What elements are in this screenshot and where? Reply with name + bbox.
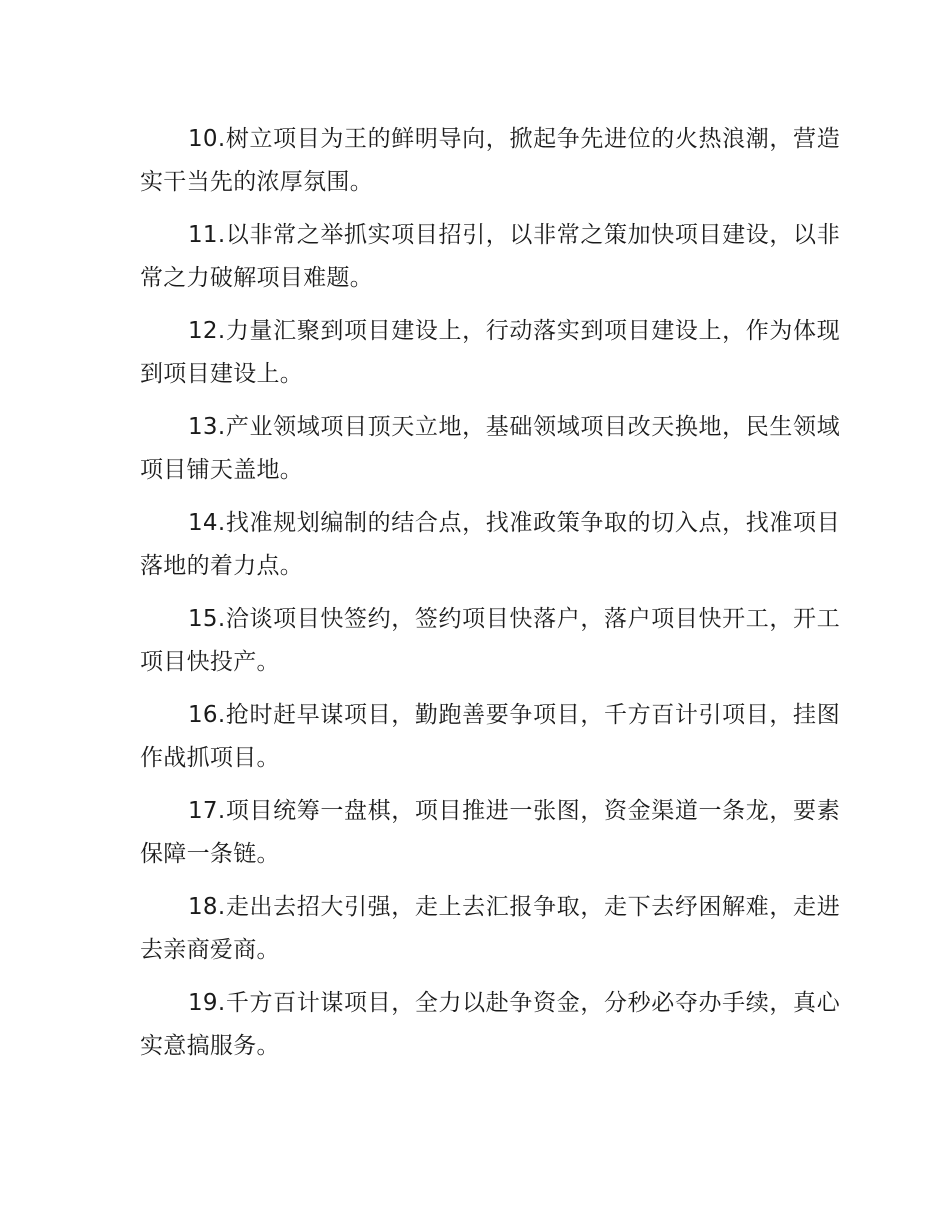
paragraph-12: 12.力量汇聚到项目建设上，行动落实到项目建设上，作为体现到项目建设上。	[140, 318, 840, 387]
paragraph-18: 18.走出去招大引强，走上去汇报争取，走下去纾困解难，走进去亲商爱商。	[140, 894, 840, 963]
paragraph-16: 16.抢时赶早谋项目，勤跑善要争项目，千方百计引项目，挂图作战抓项目。	[140, 702, 840, 771]
paragraph-19: 19.千方百计谋项目，全力以赴争资金，分秒必夺办手续，真心实意搞服务。	[140, 990, 840, 1059]
document-page	[140, 118, 840, 1078]
paragraph-13: 13.产业领域项目顶天立地，基础领域项目改天换地，民生领域项目铺天盖地。	[140, 414, 840, 483]
paragraph-15: 15.洽谈项目快签约，签约项目快落户，落户项目快开工，开工项目快投产。	[140, 606, 840, 675]
paragraph-10: 10.树立项目为王的鲜明导向，掀起争先进位的火热浪潮，营造实干当先的浓厚氛围。	[140, 126, 840, 195]
paragraph-14: 14.找准规划编制的结合点，找准政策争取的切入点，找准项目落地的着力点。	[140, 510, 840, 579]
paragraph-11: 11.以非常之举抓实项目招引，以非常之策加快项目建设，以非常之力破解项目难题。	[140, 222, 840, 291]
paragraph-17: 17.项目统筹一盘棋，项目推进一张图，资金渠道一条龙，要素保障一条链。	[140, 798, 840, 867]
